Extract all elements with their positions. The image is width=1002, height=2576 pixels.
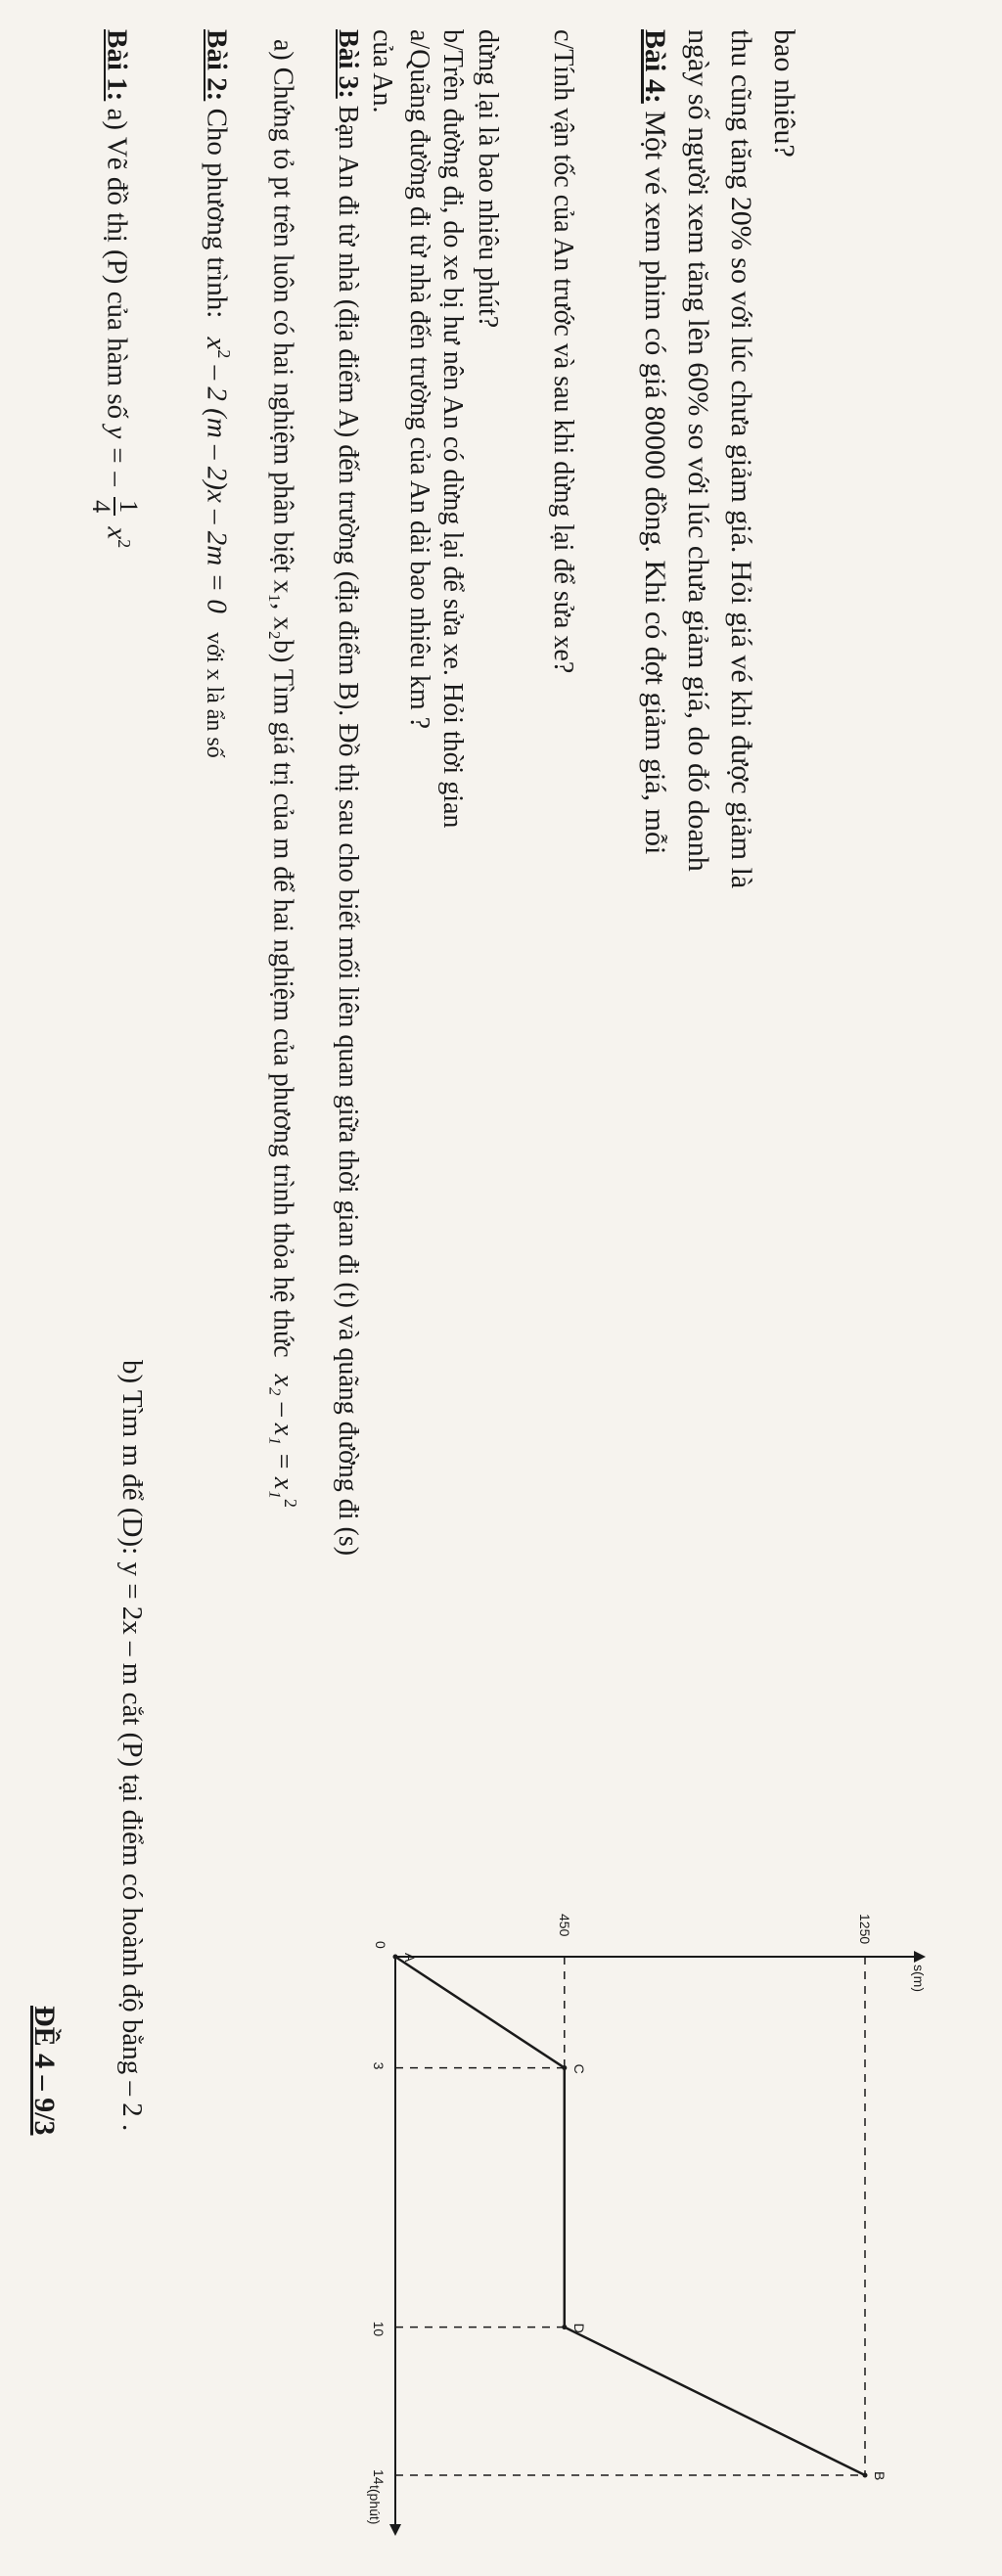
bai1-func-lhs: y = – <box>101 426 133 486</box>
exam-title <box>29 2006 59 2136</box>
point-label-b: B <box>872 2471 888 2481</box>
bai2-eq-x: x <box>201 337 233 350</box>
bai3-label: Bài 3: <box>333 29 363 99</box>
x-axis-arrow <box>389 2524 401 2536</box>
bai2-label: Bài 2: <box>201 29 233 102</box>
y-axis-arrow <box>914 1951 926 1963</box>
bai2-eq-exp: 2 <box>214 349 234 359</box>
bai4-line1 <box>640 29 669 854</box>
x-axis-label: t(phút) <box>367 2485 383 2525</box>
bai1-fraction <box>88 497 141 516</box>
point-d <box>562 2325 567 2329</box>
bai2-line <box>202 29 233 758</box>
x-tick-label: 10 <box>371 2321 387 2337</box>
bai1-frac-den: 4 <box>87 500 115 514</box>
bai4-line1-text: Một vé xem phim có giá 80000 đồng. Khi có đợt giảm giá, mỗi <box>639 111 671 855</box>
point-label-c: C <box>570 2063 587 2074</box>
point-c <box>562 2065 567 2070</box>
y-tick-label: 1250 <box>857 1914 873 1945</box>
bai3-question-a: a/Quãng đường đi từ nhà đến trường của An dài bao nhiêu km ? <box>404 29 434 730</box>
bai2-eq-rest: – 2 (m – 2)x – 2m = 0 <box>201 365 233 613</box>
bai2-part-a-text: a) Chứng tỏ pt trên luôn có hai nghiệm phân biệt x₁, x₂b) Tìm giá trị của m để hai nghiệm của phương trình thỏa hệ thức <box>267 39 298 1358</box>
bai1-func-rhs: x <box>101 526 133 540</box>
bai3-question-c: c/Tính vận tốc của An trước và sau khi dừng lại để sửa xe? <box>548 29 578 674</box>
origin-label: 0 <box>373 1941 388 1949</box>
bai3-line1-text: Bạn An đi từ nhà (địa điểm A) đến trường (địa điểm B). Đồ thị sau cho biết mối liên quan giữa thời gian đi (t) và quãng đường đi (s) <box>333 105 363 1557</box>
point-label-d: D <box>570 2323 587 2333</box>
bai4-label: Bài 4: <box>639 29 671 104</box>
bai2-part-a <box>269 39 299 1508</box>
distance-time-graph <box>337 1888 943 2553</box>
y-tick-label: 450 <box>556 1914 572 1937</box>
bai2-condition: x₂ – x₁ = x₁ <box>267 1374 298 1499</box>
bai3-question-b2: dừng lại là bao nhiêu phút? <box>473 29 503 329</box>
bai3-line1 <box>334 29 361 1556</box>
bai4-line3: thu cũng tăng 20% so với lúc chưa giảm giá. Hỏi giá vé khi được giảm là <box>725 29 757 889</box>
bai1-label: Bài 1: <box>101 29 133 102</box>
bai1-frac-num: 1 <box>114 497 141 516</box>
x-tick-label: 3 <box>371 2061 387 2070</box>
point-b <box>863 2473 868 2478</box>
exam-title-text: ĐỀ 4 – 9/3 <box>28 2006 61 2136</box>
bai1-line <box>88 29 141 548</box>
point-a <box>393 1955 398 1960</box>
point-label-a: A <box>402 1953 418 1963</box>
bai1-func-exp: 2 <box>114 539 134 549</box>
bai2-condition-exp: 2 <box>281 1499 300 1508</box>
x-tick-label: 14 <box>371 2469 387 2485</box>
distance-line <box>395 1957 865 2475</box>
bai4-line2: ngày số người xem tăng lên 60% so với lúc chưa giảm giá, do đó doanh <box>682 29 714 872</box>
bai2-suffix: với x là ẩn số <box>202 632 228 758</box>
bai3-question-b1: b/Trên đường đi, do xe bị hư nên An có dừng lại để sửa xe. Hỏi thời gian <box>437 29 468 829</box>
bai1-part-b: b) Tìm m để (D): y = 2x – m cắt (P) tại điểm có hoành độ bằng – 2 . <box>116 1360 148 2132</box>
bai3-line2: của An. <box>367 29 397 113</box>
y-axis-label: s(m) <box>911 1965 927 1992</box>
bai4-line4: bao nhiêu? <box>768 29 800 158</box>
bai2-intro: Cho phương trình: <box>201 108 233 319</box>
bai1-part-a: a) Vẽ đồ thị (P) của hàm số <box>101 108 133 420</box>
